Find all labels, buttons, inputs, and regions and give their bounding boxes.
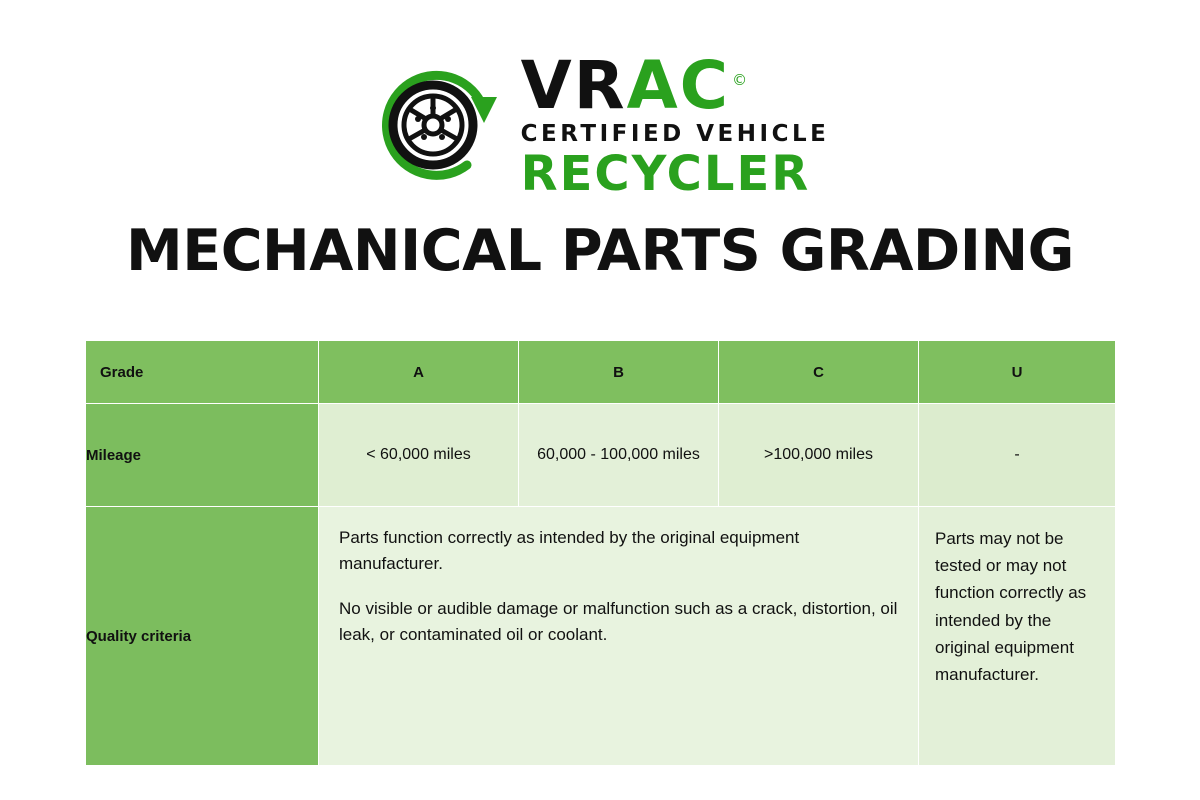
cell-quality-criteria-abc [319, 507, 919, 766]
row-label-quality-criteria: Quality criteria [86, 507, 319, 766]
logo-brand-name-dark: VR [520, 46, 627, 124]
logo-recycler-word: RECYCLER [520, 145, 811, 202]
logo-wordmark [520, 46, 830, 202]
mechanical-parts-grading-table [85, 340, 1116, 766]
quality-criteria-paragraph-1: Parts function correctly as intended by the original equipment manufacturer. [339, 528, 800, 574]
logo-tagline: CERTIFIED VEHICLE [520, 120, 830, 147]
header-grade-c: C [719, 341, 919, 404]
table-row-mileage [86, 404, 1116, 507]
copyright-icon: © [732, 70, 750, 89]
quality-criteria-paragraph-2: No visible or audible damage or malfunction such as a crack, distortion, oil leak, or contaminated oil or coolant. [339, 598, 898, 645]
logo-brand-name [520, 46, 750, 124]
header-grade-u: U [919, 341, 1116, 404]
table-header-row [86, 341, 1116, 404]
cell-mileage-a: < 60,000 miles [319, 404, 519, 507]
cell-mileage-b: 60,000 - 100,000 miles [519, 404, 719, 507]
logo-brand-name-green: AC [626, 46, 731, 124]
cell-mileage-c: >100,000 miles [719, 404, 919, 507]
header-grade-b: B [519, 341, 719, 404]
brand-logo [0, 46, 1200, 202]
cell-mileage-u: - [919, 404, 1116, 507]
page-title: MECHANICAL PARTS GRADING [126, 218, 1074, 284]
header-grade-label: Grade [86, 341, 319, 404]
cell-quality-criteria-u: Parts may not be tested or may not function correctly as intended by the original equipment manufacturer. [919, 507, 1116, 766]
wheel-recycle-arrow-logo-icon [371, 53, 511, 193]
logo-inner [371, 46, 830, 202]
header-grade-a: A [319, 341, 519, 404]
row-label-mileage: Mileage [86, 404, 319, 507]
table-row-quality-criteria [86, 507, 1116, 766]
